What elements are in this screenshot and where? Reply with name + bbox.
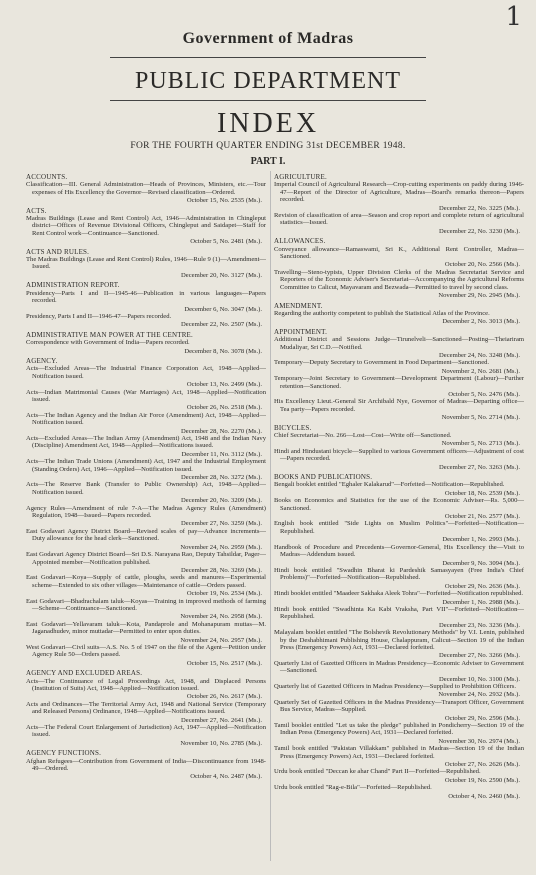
order-reference: October 27, No. 2626 (Ms.).: [444, 761, 520, 769]
section-heading: ACTS.: [26, 206, 47, 215]
order-reference: November 5, No. 2713 (Ms.).: [441, 440, 520, 448]
divider: [110, 100, 426, 101]
index-entry: Conveyance allowance—Ramaswami, Sri K., Additional Rent Controller, Madras—Sanctioned.: [274, 245, 524, 261]
index-section: [26, 282, 266, 328]
divider: [110, 57, 426, 58]
index-entry: East Godavari—Yellavaram taluk—Kota, Pandaprole and Mohanapuram muttas—M. Jaganadhudev, minor muttadar—Permitted to enter upon duties.: [26, 620, 266, 636]
order-reference: December 6, No. 3047 (Ms.).: [184, 305, 262, 313]
order-reference: October 21, No. 2577 (Ms.).: [444, 513, 520, 521]
index-entry: Hindi booklet entitled "Maadeer Sakhaka Aleek Tohra"—Forfeited—Notification republished.: [274, 590, 524, 598]
order-reference: December 8, No. 3078 (Ms.).: [184, 347, 262, 355]
order-reference: December 10, No. 3100 (Ms.).: [439, 675, 520, 683]
index-entry: East Godavari Agency District Board—Sri D.S. Narayana Rao, Deputy Tahsildar, Pager—Appointed member—Notification published.: [26, 551, 266, 566]
order-reference: December 22, No. 3230 (Ms.).: [439, 227, 520, 235]
order-reference: October 13, No. 2499 (Ms.).: [186, 381, 262, 389]
order-reference: October 19, No. 2590 (Ms.).: [444, 776, 520, 784]
index-entry: English book entitled "Side Lights on Muslim Politics"—Forfeited—Notification—Republished.: [274, 520, 524, 535]
index-entry: His Excellency Lieut.-General Sir Archibald Nye, Governor of Madras—Departing office—Tea party—Papers recorded.: [274, 398, 524, 413]
index-entry: Quarterly Set of Gazetted Officers in the Madras Presidency—Transport Officer, Government Bus Service, Madras—Supplied.: [274, 698, 524, 714]
order-reference: October 4, No. 2460 (Ms.).: [448, 792, 520, 800]
index-entry: East Godavari—Koya—Supply of cattle, ploughs, seeds and manures—Experimental scheme—Extended to six other villages—Maintenance of cattle—Orders passed.: [26, 574, 266, 589]
order-reference: October 18, No. 2539 (Ms.).: [444, 489, 520, 497]
index-section: [26, 332, 266, 355]
index-entry: Acts—The Continuance of Legal Proceedings Act, 1948, and Displaced Persons (Institution of Suits) Act, 1948—Applied—Notification issued.: [26, 677, 266, 692]
order-reference: December 1, No. 2993 (Ms.).: [442, 536, 520, 544]
index-section: [26, 249, 266, 280]
index-section: [274, 425, 524, 471]
index-entry: Acts—The Indian Trade Unions (Amendment) Act, 1947 and the Industrial Employment (Standing Orders) Act, 1946—Applied—Notification issued.: [26, 458, 266, 473]
index-section: [274, 238, 524, 299]
order-reference: November 24, No. 2958 (Ms.).: [180, 613, 262, 621]
order-reference: December 9, No. 3094 (Ms.).: [442, 559, 520, 567]
index-entry: East Godavari Agency District Board—Revised scales of pay—Advance increments—Duty allowance for the head clerk—Sanctioned.: [26, 527, 266, 543]
section-heading: AMENDMENT.: [274, 301, 323, 310]
order-reference: November 30, No. 2974 (Ms.).: [438, 737, 520, 745]
order-reference: December 20, No. 3127 (Ms.).: [181, 271, 262, 279]
index-entry: Hindi and Hindustani bicycle—Supplied to various Government officers—Adjustment of cost—Papers recorded.: [274, 447, 524, 463]
order-reference: December 27, No. 3266 (Ms.).: [439, 652, 520, 660]
index-entry: Revision of classification of area—Season and crop report and complete return of agricultural statistics—Issued.: [274, 212, 524, 227]
order-reference: October 29, No. 2596 (Ms.).: [444, 714, 520, 722]
order-reference: December 22, No. 3225 (Ms.).: [439, 204, 520, 212]
order-reference: October 4, No. 2487 (Ms.).: [190, 773, 262, 781]
order-reference: October 26, No. 2617 (Ms.).: [186, 693, 262, 701]
index-entry: Acts—The Reserve Bank (Transfer to Public Ownership) Act, 1948—Applied—Notification issued.: [26, 481, 266, 496]
right-column: [274, 171, 524, 800]
index-section: [274, 174, 524, 235]
index-entry: Madras Buildings (Lease and Rent Control) Act, 1946—Administration in Chingleput district—Offices of Revenue Divisional Officers, Chingleput and Saidapet—Staff for Rent Control work—Continuance—Sanctioned.: [26, 215, 266, 237]
index-entry: Temporary—Deputy Secretary to Government in Food Department—Sanctioned.: [274, 359, 490, 367]
section-heading: ACCOUNTS.: [26, 173, 68, 181]
order-reference: October 5, No. 2481 (Ms.).: [190, 238, 262, 246]
column-divider: [270, 171, 271, 861]
quarter-subtitle: FOR THE FOURTH QUARTER ENDING 31st DECEMBER 1948.: [130, 141, 406, 151]
index-entry: Chief Secretariat—No. 266—Lost—Cost—Write off—Sanctioned.: [274, 432, 452, 439]
index-entry: Books on Economics and Statistics for the use of the Economic Adviser—Rs. 5,000—Sanctioned.: [274, 497, 524, 512]
index-entry: Acts—The Federal Court Enlargement of Jurisdiction) Act, 1947—Applied—Notification issued.: [26, 724, 266, 739]
index-entry: The Madras Buildings (Lease and Rent Control) Rules, 1946—Rule 9 (1)—Amendment—Issued.: [26, 256, 266, 271]
order-reference: October 15, No. 2535 (Ms.).: [186, 197, 262, 205]
index-entry: Presidency—Parts I and II—1945-46—Publication in various languages—Papers recorded.: [26, 289, 266, 305]
order-reference: December 1, No. 2988 (Ms.).: [442, 598, 520, 606]
index-entry: Classification—III. General Administration—Heads of Provinces, Ministers, etc.—Tour expenses of His Excellency the Governor—Revised classification—Ordered.: [26, 181, 266, 196]
index-entry: Acts—Excluded Areas—The Indian Army (Amendment) Act, 1948 and the Indian Navy (Discipline) Amendment Act, 1948—Applied—Notifications issued.: [26, 435, 266, 450]
index-entry: Hindi book entitled "Swadhinta Ka Kabi Vraksha, Part VII"—Forfeited—Notification—Republished.: [274, 605, 524, 621]
order-reference: October 20, No. 2566 (Ms.).: [444, 261, 520, 269]
index-entry: Urdu book entitled "Rag-e-Bila"—Forfeited—Republished.: [274, 784, 432, 792]
index-entry: Acts and Ordinances—The Territorial Army Act, 1948 and National Service (Temporary and Released Persons) Ordinance, 1948—Applied—Notifications issued.: [26, 700, 266, 716]
section-heading: ADMINISTRATION REPORT.: [26, 281, 120, 290]
index-entry: Travelling—Steno-typists, Upper Division Clerks of the Madras Secretariat Service and Reporters of the Economic Adviser's Secretariat—Accompanying the Agricultural Reforms Committee to Calicut, Mayavaram and Bezwada—Permitted to travel by second class.: [274, 268, 524, 291]
order-reference: December 28, No. 2270 (Ms.).: [181, 427, 262, 435]
order-reference: December 23, No. 3236 (Ms.).: [439, 621, 520, 629]
order-reference: December 28, No. 3272 (Ms.).: [181, 474, 262, 482]
index-entry: Acts—Indian Matrimonial Causes (War Marriages) Act, 1948—Applied—Notification issued.: [26, 388, 266, 403]
index-entry: West Godavari—Civil suits—A.S. No. 5 of 1947 on the file of the Agent—Petition under Agency Rule 50—Orders passed.: [26, 643, 266, 659]
index-entry: Additional District and Sessions Judge—Tirunelveli—Sanctioned—Posting—Theiariram Mudaliyar, Sri C.D.—Notified.: [274, 336, 524, 351]
index-entry: Afghan Refugees—Contribution from Government of India—Discontinuance from 1948-49—Ordered.: [26, 757, 266, 773]
department-title: PUBLIC DEPARTMENT: [134, 68, 402, 94]
order-reference: October 5, No. 2476 (Ms.).: [448, 390, 520, 398]
order-reference: December 24, No. 3248 (Ms.).: [439, 351, 520, 359]
left-column: [26, 171, 266, 781]
index-entry: Agency Rules—Amendment of rule 7-A—The Madras Agency Rules (Amendment) Regulation, 1948—Issued—Papers recorded.: [26, 504, 266, 520]
order-reference: December 22, No. 2507 (Ms.).: [181, 321, 262, 329]
index-entry: Hindi book entitled "Swadhin Bharat ki Pardeshik Samasyayen (Free India's Chief Problems)"—Forfeited—Notification—Republished.: [274, 566, 524, 582]
section-heading: AGENCY.: [26, 356, 58, 365]
section-heading: APPOINTMENT.: [274, 327, 328, 336]
order-reference: December 27, No. 3263 (Ms.).: [439, 463, 520, 471]
order-reference: December 2, No. 3013 (Ms.).: [442, 318, 520, 326]
order-reference: October 19, No. 2534 (Ms.).: [186, 590, 262, 598]
page-number: 1: [505, 2, 522, 32]
part-label: PART I.: [250, 156, 286, 167]
index-entry: Acts—The Indian Agency and the Indian Air Force (Amendment) Act, 1948—Applied—Notification issued.: [26, 411, 266, 427]
index-section: [274, 303, 524, 326]
index-section: [26, 670, 266, 747]
order-reference: November 29, No. 2945 (Ms.).: [438, 292, 520, 300]
index-entry: Quarterly list of Gazetted Officers in Madras Presidency—Supplied to Prohibition Officers.: [274, 683, 517, 690]
order-reference: November 2, No. 2681 (Ms.).: [441, 367, 520, 375]
index-entry: Correspondence with Government of India—Papers recorded.: [26, 339, 190, 347]
order-reference: November 5, No. 2714 (Ms.).: [441, 414, 520, 422]
index-section: [26, 358, 266, 667]
order-reference: December 27, No. 2641 (Ms.).: [181, 716, 262, 724]
index-entry: Presidency, Parts I and II—1946-47—Papers recorded.: [26, 312, 172, 320]
index-section: [274, 329, 524, 422]
order-reference: October 29, No. 2636 (Ms.).: [444, 582, 520, 590]
order-reference: November 24, No. 2959 (Ms.).: [180, 543, 262, 551]
section-heading: AGENCY FUNCTIONS.: [26, 749, 102, 758]
order-reference: December 27, No. 3259 (Ms.).: [181, 520, 262, 528]
order-reference: November 24, No. 2932 (Ms.).: [438, 691, 520, 699]
order-reference: November 24, No. 2957 (Ms.).: [180, 636, 262, 644]
index-section: [26, 208, 266, 246]
order-reference: December 28, No. 3269 (Ms.).: [181, 566, 262, 574]
section-heading: BOOKS AND PUBLICATIONS.: [274, 473, 373, 482]
order-reference: December 11, No. 3112 (Ms.).: [181, 450, 262, 458]
section-heading: BICYCLES.: [274, 423, 312, 432]
index-entry: Malayalam booklet entitled "The Bolshevik Revolutionary Methods" by V.I. Lenin, published by the Deshabhimani Publishing House, Chalappuram, Calicut—Section 19 of the Indian Press (Emergency Powers) Act, 1931—Declared forfeited.: [274, 629, 524, 651]
index-entry: Handbook of Procedure and Precedents—Governor-General, His Excellency the—Visit to Madras—Addendum issued.: [274, 543, 524, 559]
index-entry: Acts—Excluded Areas—The Industrial Finance Corporation Act, 1948—Applied—Notification issued.: [26, 365, 266, 380]
index-entry: Imperial Council of Agricultural Research—Crop-cutting experiments on paddy during 1946-47—Report of the Director of Agriculture, Madras—Board's remarks thereon—Papers recorded.: [274, 181, 524, 204]
index-section: [274, 474, 524, 800]
section-heading: ACTS AND RULES.: [26, 247, 90, 256]
index-entry: Temporary—Joint Secretary to Government—Development Department (Labour)—Further retention—Sanctioned.: [274, 375, 524, 390]
order-reference: November 10, No. 2785 (Ms.).: [180, 739, 262, 747]
index-entry: Quarterly List of Gazetted Officers in Madras Presidency—Economic Adviser to Government—Sanctioned.: [274, 659, 524, 675]
index-entry: East Godavari—Bhadrachalam taluk—Koyas—Training in improved methods of farming—Scheme—Continuance—Sanctioned.: [26, 597, 266, 612]
index-entry: Regarding the authority competent to publish the Statistical Atlas of the Province.: [274, 309, 490, 317]
order-reference: December 20, No. 3209 (Ms.).: [181, 497, 262, 505]
index-entry: Urdu book entitled "Deccan ke ahar Chand" Part II—Forfeited—Republished.: [274, 768, 481, 776]
section-heading: AGENCY AND EXCLUDED AREAS.: [26, 669, 143, 678]
index-entry: Bengali booklet entitled "Eghaler Kalakarud"—Forfeited—Notification—Republished.: [274, 481, 505, 489]
section-heading: ALLOWANCES.: [274, 237, 326, 246]
government-heading: Government of Madras: [182, 30, 354, 47]
section-heading: AGRICULTURE.: [274, 173, 327, 181]
index-entry: Tamil booklet entitled "Let us take the pledge" published in Pondicherry—Section 19 of the Indian Press (Emergency Powers) Act, 1931—Declared forfeited.: [274, 722, 524, 737]
order-reference: October 26, No. 2518 (Ms.).: [186, 404, 262, 412]
section-heading: ADMINISTRATIVE MAN POWER AT THE CENTRE.: [26, 330, 193, 339]
index-section: [26, 174, 266, 205]
index-entry: Tamil book entitled "Pakistan Villakkam" published in Madras—Section 19 of the Indian Press (Emergency Powers) Act, 1931—Declared forfeited.: [274, 745, 524, 760]
index-section: [26, 750, 266, 781]
index-title: INDEX: [216, 108, 320, 139]
order-reference: October 15, No. 2517 (Ms.).: [186, 659, 262, 667]
